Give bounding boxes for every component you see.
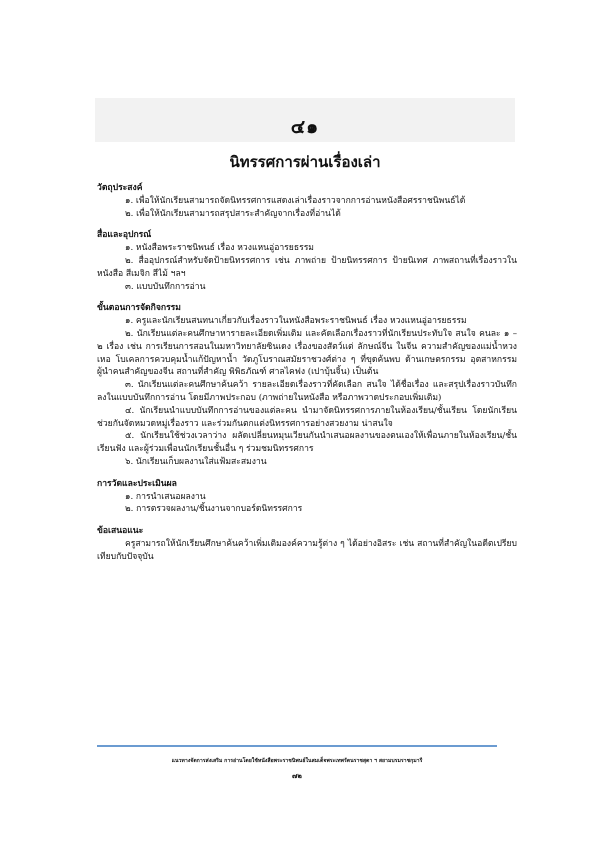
footer-text: แนวทางจัดการส่งเสริม การอ่านโดยใช้หนังสือพระราชนิพนธ์ในสมเด็จพระเทพรัตนราชสุดา ฯ สยามบรมราชกุมารี [171,758,423,764]
procedure-step: ๕. นักเรียนใช้ช่วงเวลาว่าง ผลัดเปลี่ยนหมุนเวียนกันนำเสนอผลงานของตนเองให้เพื่อนภายในห้องเรียน/ชั้นเรียนฟัง และผู้ร่วมเพื่อนนักเรียนชั้นอื่น ๆ ร่วมชมนิทรรศการ [97,431,517,455]
objectives-heading: วัตถุประสงค์ [97,183,143,193]
objective-item: ๑. เพื่อให้นักเรียนสามารถจัดนิทรรศการแสดงเล่าเรื่องราวจากการอ่านหนังสือศรราชนิพนธ์ได้ [125,195,466,206]
procedure-heading: ขั้นตอนการจัดกิจกรรม [97,303,181,314]
material-item: ๒. สื่ออุปกรณ์สำหรับจัดป้ายนิทรรศการ เช่น ภาพถ่าย ป้ายนิทรรศการ ป้ายนิเทศ ภาพสถานที่เรื่องราวในหนังสือ สีเมจิก สีไม้ ฯลฯ [97,255,517,279]
chapter-number: ๔๑ [290,116,320,138]
material-item: ๑. หนังสือพระราชนิพนธ์ เรื่อง หวงแหนอู่อารยธรรม [125,243,314,254]
evaluation-item: ๑. การนำเสนอผลงาน [125,491,206,502]
procedure-step: ๑. ครูและนักเรียนสนทนาเกี่ยวกับเรื่องราวในหนังสือพระราชนิพนธ์ เรื่อง หวงแหนอู่อารยธรรม [125,316,467,327]
procedure-step: ๖. นักเรียนเก็บผลงานใส่แฟ้มสะสมงาน [125,456,267,467]
document-body [97,182,517,564]
evaluation-heading: การวัดและประเมินผล [97,478,177,489]
objective-item: ๒. เพื่อให้นักเรียนสามารถสรุปสาระสำคัญจากเรื่องที่อ่านได้ [125,208,341,219]
evaluation-item: ๒. การตรวจผลงาน/ชิ้นงานจากบอร์ดนิทรรศการ [125,504,303,515]
suggestions-heading: ข้อเสนอแนะ [97,526,144,537]
material-item: ๓. แบบบันทึกการอ่าน [125,281,206,292]
procedure-step: ๒. นักเรียนแต่ละคนศึกษาหารายละเอียดเพิ่มเติม และคัดเลือกเรื่องราวที่นักเรียนประทับใจ สนใจ คนละ ๑ – ๒ เรื่อง เช่น การเรียนการสอนในมหาวิทยาลัยซินเดง เรื่องของสัตว์แต่ ลักษณ์จีน ในจีน ความสำคัญของแม่น้ำหวงเหอ โบเคลการควบคุมน้ำแก้ปัญหาน้ำ วัดภูโบราณสมัยราชวงศ์ต่าง ๆ ที่ขุดค้นพบ ด้านเกษตรกรรม อุตสาหกรรม ผู้นำคนสำคัญของจีน สถานที่สำคัญ พิพิธภัณฑ์ ศาลไคฟง (เปาบุ้นจิ้น) เป็นต้น [97,328,517,378]
footer-page-number: ๗๒ [292,771,302,780]
document-title: นิทรรศการผ่านเรื่องเล่า [229,153,381,171]
footer-divider [97,745,497,747]
procedure-step: ๓. นักเรียนแต่ละคนศึกษาค้นคว้า รายละเอียดเรื่องราวที่คัดเลือก สนใจ ได้ชื่อเรื่อง และสรุปเรื่องราวบันทึกลงในแบบบันทึกการอ่าน โดยมีภาพประกอบ (ภาพถ่ายในหนังสือ หรือภาพวาดประกอบเพิ่มเติม) [97,380,517,403]
procedure-step: ๔. นักเรียนนำแบบบันทึกการอ่านของแต่ละคน นำมาจัดนิทรรศการภายในห้องเรียน/ชั้นเรียน โดยนักเรียนช่วยกันจัดหมวดหมู่เรื่องราว และร่วมกันตกแต่งนิทรรศการอย่างสวยงาม น่าสนใจ [97,405,517,429]
materials-heading: สื่อและอุปกรณ์ [97,230,152,241]
suggestions-text: ครูสามารถให้นักเรียนศึกษาค้นคว้าเพิ่มเติมองค์ความรู้ต่าง ๆ ได้อย่างอิสระ เช่น สถานที่สำคัญในอดีตเปรียบเทียบกับปัจจุบัน [97,538,517,562]
